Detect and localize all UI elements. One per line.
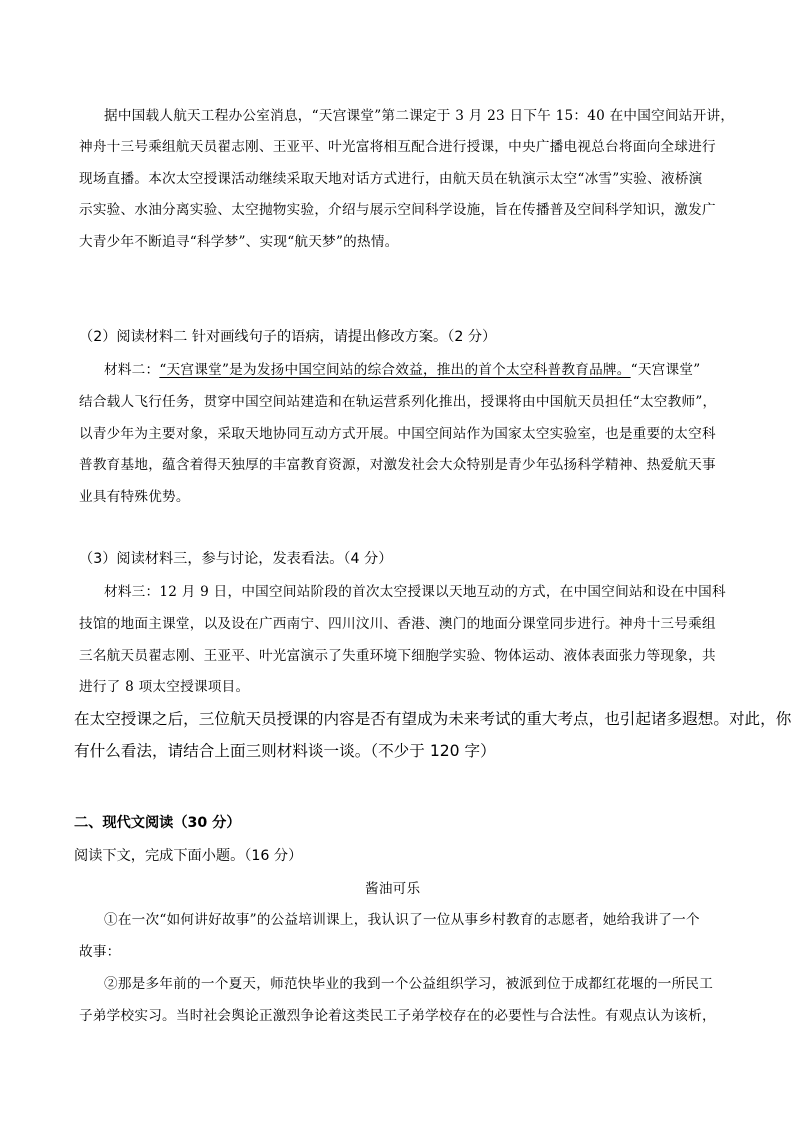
material1-line-1: 据中国载人航天工程办公室消息，“天宫课堂”第二课定于 3 月 23 日下午 15：40 在中国空间站开讲， xyxy=(104,108,735,124)
material2-line-3: 以青少年为主要对象，采取天地协同互动方式开展。中国空间站作为国家太空实验室，也是重要的太空科 xyxy=(79,426,716,442)
material3-line-2: 技馆的地面主课堂，以及设在广西南宁、四川汶川、香港、澳门的地面分课堂同步进行。神舟十三号乘组 xyxy=(79,616,716,632)
article-line-2: 故事： xyxy=(79,944,121,960)
material2-line-1 xyxy=(104,358,700,378)
section-heading: 二、现代文阅读（30 分） xyxy=(74,815,241,831)
material1-line-4: 示实验、水油分离实验、太空抛物实验，介绍与展示空间科学设施，旨在传播普及空间科学知识，激发广 xyxy=(79,202,716,218)
question-3-title: （3）阅读材料三，参与讨论，发表看法。（4 分） xyxy=(79,551,393,567)
material2-line1-rest: “天宫课堂” xyxy=(630,362,701,378)
article-line-3: ②那是多年前的一个夏天，师范快毕业的我到一个公益组织学习，被派到位于成都红花堰的一所民工 xyxy=(104,976,714,992)
material3-line-4: 进行了 8 项太空授课项目。 xyxy=(79,679,250,695)
question-3-prompt-line-2: 有什么看法，请结合上面三则材料谈一谈。（不少于 120 字） xyxy=(74,742,496,760)
material3-line-3: 三名航天员翟志刚、王亚平、叶光富演示了失重环境下细胞学实验、物体运动、液体表面张力等现象，共 xyxy=(79,648,716,664)
material1-line-5: 大青少年不断追寻“科学梦”、实现“航天梦”的热情。 xyxy=(79,234,399,250)
material3-line-1: 材料三：12 月 9 日，中国空间站阶段的首次太空授课以天地互动的方式，在中国空间站和设在中国科 xyxy=(104,584,726,600)
article-line-1: ①在一次“如何讲好故事”的公益培训课上，我认识了一位从事乡村教育的志愿者，她给我讲了一个 xyxy=(104,912,700,928)
material1-line-2: 神舟十三号乘组航天员翟志刚、王亚平、叶光富将相互配合进行授课，中央广播电视总台将面向全球进行 xyxy=(79,139,716,155)
reading-instruction: 阅读下文，完成下面小题。（16 分） xyxy=(74,848,303,864)
underlined-sentence: “天宫课堂”是为发扬中国空间站的综合效益，推出的首个太空科普教育品牌。 xyxy=(159,362,631,378)
article-line-4: 子弟学校实习。当时社会舆论正激烈争论着这类民工子弟学校存在的必要性与合法性。有观点认为该析， xyxy=(79,1008,716,1024)
material2-line-2: 结合载人飞行任务，贯穿中国空间站建造和在轨运营系列化推出，授课将由中国航天员担任“太空教师”， xyxy=(79,394,717,410)
question-2-title: （2）阅读材料二 针对画线句子的语病，请提出修改方案。（2 分） xyxy=(79,329,497,345)
question-3-prompt-line-1: 在太空授课之后，三位航天员授课的内容是否有望成为未来考试的重大考点，也引起诸多遐想。对此，你 xyxy=(74,710,792,728)
material2-label: 材料二： xyxy=(104,362,160,378)
article-title: 酱油可乐 xyxy=(365,881,421,897)
material1-line-3: 现场直播。本次太空授课活动继续采取天地对话方式进行，由航天员在轨演示太空“冰雪”实验、液桥演 xyxy=(79,171,703,187)
material2-line-4: 普教育基地，蕴含着得天独厚的丰富教育资源，对激发社会大众特别是青少年弘扬科学精神、热爱航天事 xyxy=(79,457,716,473)
material2-line-5: 业具有特殊优势。 xyxy=(79,489,190,505)
